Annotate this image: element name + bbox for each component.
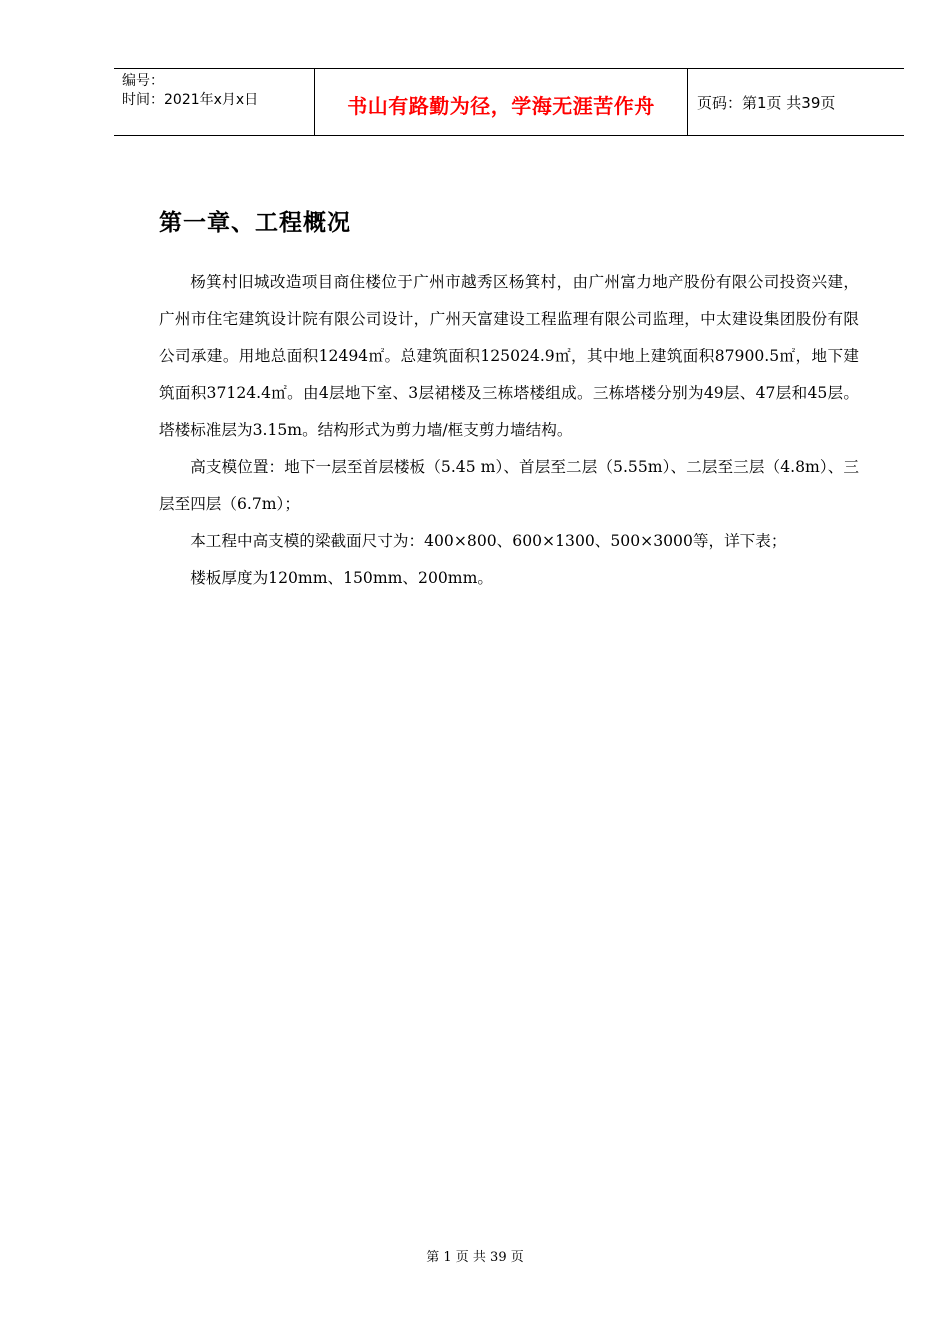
header-motto: 书山有路勤为径，学海无涯苦作舟 (347, 93, 655, 118)
chapter-body (159, 264, 859, 597)
paragraph-beam-sections: 本工程中高支模的梁截面尺寸为：400×800、600×1300、500×3000等，详下表； (190, 532, 787, 550)
document-date-label: 时间：2021年x月x日 (122, 92, 259, 108)
header-meta (114, 69, 315, 135)
paragraph-slab-thickness: 楼板厚度为120mm、150mm、200mm。 (190, 569, 493, 587)
paragraph-overview: 杨箕村旧城改造项目商住楼位于广州市越秀区杨箕村，由广州富力地产股份有限公司投资兴建，广州市住宅建筑设计院有限公司设计，广州天富建设工程监理有限公司监理，中太建设集团股份有限公司承建。用地总面积12494㎡。总建筑面积125024.9㎡，其中地上建筑面积87900.5㎡，地下建筑面积37124.4㎡。由4层地下室、3层裙楼及三栋塔楼组成。三栋塔楼分别为49层、47层和45层。塔楼标准层为3.15m。结构形式为剪力墙/框支剪力墙结构。 (159, 273, 859, 439)
header-page-cell (688, 69, 904, 135)
header-page-number: 页码：第1页 共39页 (697, 93, 836, 112)
page-header (114, 68, 904, 136)
paragraph-formwork-location: 高支模位置：地下一层至首层楼板（5.45 m）、首层至二层（5.55m）、二层至三层（4.8m）、三层至四层（6.7m）； (159, 458, 859, 513)
document-number-label: 编号： (122, 73, 164, 89)
page-footer: 第 1 页 共 39 页 (426, 1250, 524, 1265)
chapter-title: 第一章、工程概况 (159, 210, 351, 236)
header-motto-cell (315, 69, 688, 135)
